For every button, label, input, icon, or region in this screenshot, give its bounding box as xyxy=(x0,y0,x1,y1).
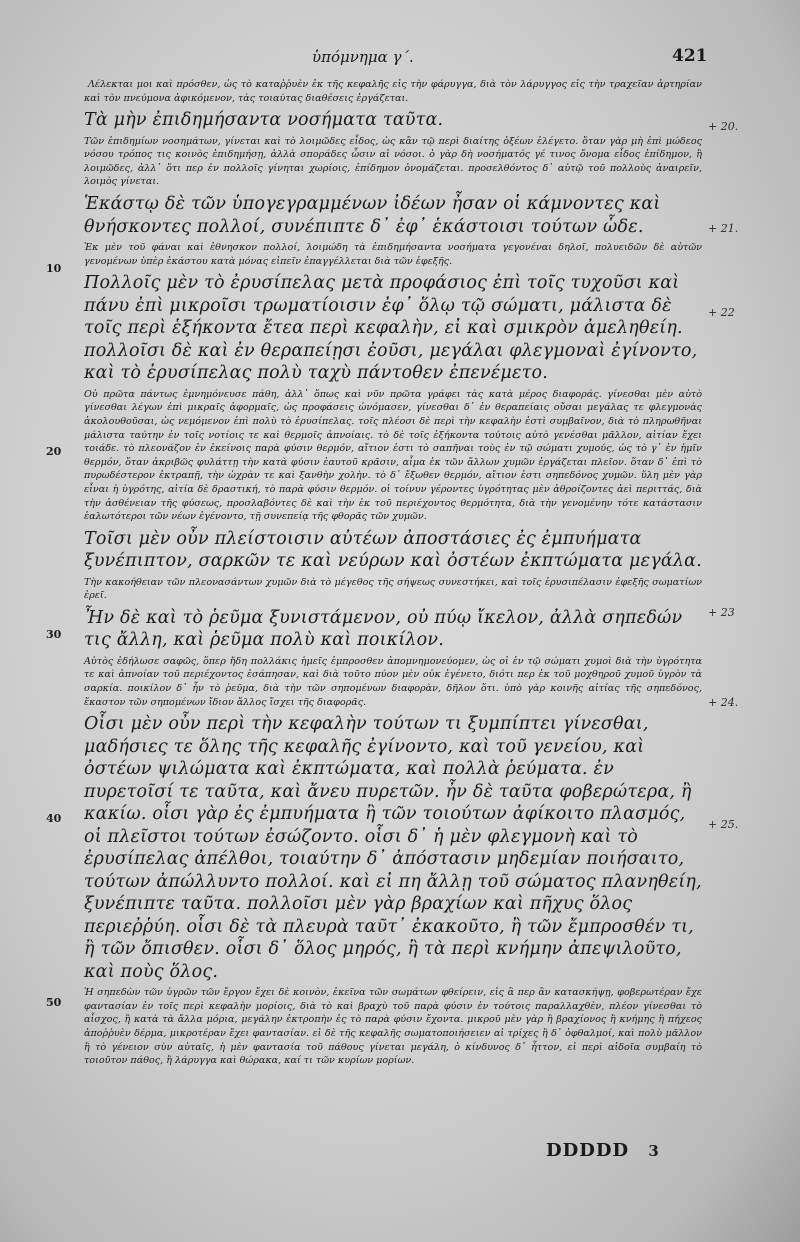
commentary-paragraph: Τὴν κακοήθειαν τῶν πλεονασάντων χυμῶν διὰ τὸ μέγεθος τῆς σήψεως συνεστήκει, καὶ τοῖς ἐρυσιπέλασιν ἐφεξῆς σωματίων ἐρεῖ. xyxy=(84,576,702,602)
margin-note: + 22 xyxy=(708,306,735,319)
line-number-10: 10 xyxy=(46,262,62,275)
line-number-30: 30 xyxy=(46,628,62,641)
commentary-paragraph: Ἐκ μὲν τοῦ φάναι καὶ ἐθνησκον πολλοί, λοιμώδη τὰ ἐπιδημήσαντα νοσήματα γεγονέναι δηλοῖ, πολυειδῶν δὲ αὐτῶν γενομένων ὑπὲρ ἑκάστου κατὰ μόνας εἰπεῖν ἐπαγγέλλεται διὰ τῶν ἐφεξῆς. xyxy=(84,242,702,267)
line-number-40: 40 xyxy=(46,812,62,825)
margin-note: + 24. xyxy=(708,696,739,709)
commentary-paragraph: Τῶν ἐπιδημίων νοσημάτων, γίνεται καὶ τὸ λοιμῶδες εἶδος, ὡς κἂν τῷ περὶ διαίτης ὀξέων ἐλέγετο. ὅταν γὰρ μὴ ἐπὶ μώδεος νόσου τρόπος τις κοινὸς ἐπιδημήσῃ, ἀλλὰ σποράδες ὦσιν αἱ νόσοι. ὁ γὰρ δὴ νοσήματός γέ τινος ὄνομα εἶδος ἐπίδημον, ἢ λοιμῶδες, ἀλλ᾽ ὅτι περ ἐν πολλοῖς γίνηται χωρίοις, ἐπίδημον ὀνομάζεται. προσελθόντος δ᾽ αὐτῷ τοῦ πολλοὺς ἀναιρεῖν, λοιμὸς γίνεται. xyxy=(84,135,702,188)
margin-note: + 23 xyxy=(708,606,735,619)
signature-mark xyxy=(546,1140,660,1161)
running-title: ὑπόμνημα γ΄. xyxy=(312,48,414,66)
margin-note: + 21. xyxy=(708,222,739,235)
lemma-paragraph: Τοῖσι μὲν οὖν πλείστοισιν αὐτέων ἀποστάσιες ἐς ἐμπυήματα ξυνέπιπτον, σαρκῶν τε καὶ νεύρων καὶ ὀστέων ἐκπτώματα μεγάλα. xyxy=(84,528,702,572)
commentary-paragraph: Λέλεκται μοι καὶ πρόσθεν, ὡς τὸ καταῤῥυὲν ἐκ τῆς κεφαλῆς εἰς τὴν φάρυγγα, διὰ τὸν λάρυγγος εἰς τὴν τραχεῖαν ἀρτηρίαν καὶ τὸν πνεύμονα ἀφικόμενον, τὰς τοιαύτας διαθέσεις ἐργάζεται. xyxy=(84,79,702,104)
lemma-paragraph: Τὰ μὴν ἐπιδημήσαντα νοσήματα ταῦτα. xyxy=(84,110,444,131)
lemma-paragraph: Ἑκάστῳ δὲ τῶν ὑπογεγραμμένων ἰδέων ἦσαν οἱ κάμνοντες καὶ θνήσκοντες πολλοί, συνέπιπτε δ᾽ ἐφ᾽ ἑκάστοισι τούτων ὧδε. xyxy=(84,194,661,237)
commentary-paragraph: Αὐτὸς ἐδήλωσε σαφῶς, ὅπερ ἤδη πολλάκις ἡμεῖς ἐμπροσθεν ἀπομνημονεύομεν, ὡς οἱ ἐν τῷ σώματι χυμοὶ διὰ τὴν ὑγρότητα τε καὶ ἀπνοίαν τοῦ περιέχοντος ἐσάπησαν, καὶ διὰ τοῦτο πύον μὲν οὐκ ἐγένετο, διότι περ ἐκ τοῦ μοχθηροῦ χυμοῦ ὑγρὸν τὰ σαρκία. ποικίλον δ᾽ ἦν τὸ ῥεῦμα, διὰ τὴν τῶν σηπομένων διαφορὰν, δῆλον ὅτι. ὑπὸ γὰρ κοινῆς αἰτίας τῆς σηπεδόνος, ἕκαστον τῶν σηπομένων ἴδιον ἄλλος ἴσχει τῆς διαφορᾶς. xyxy=(84,655,702,708)
line-number-50: 50 xyxy=(46,996,62,1009)
lemma-paragraph: Ἦν δὲ καὶ τὸ ῥεῦμα ξυνιστάμενον, οὐ πύῳ ἴκελον, ἀλλὰ σηπεδών τις ἄλλη, καὶ ῥεῦμα πολὺ καὶ ποικίλον. xyxy=(84,607,683,651)
page-number: 421 xyxy=(672,46,708,66)
commentary-paragraph: Οὐ πρῶτα πάντως ἐμνημόνευσε πάθη, ἀλλ᾽ ὅπως καὶ νῦν πρῶτα γράφει τὰς κατὰ μέρος διαφοράς. γίνεσθαι μὲν αὐτὸ γίνεσθαι λέγων ἐπὶ μικραῖς ἀφορμαῖς, ὡς προφάσεις ὠνόμασεν, γίνεσθαι δ᾽ ἐν θεραπείαις οὔσαι μεγάλας τε φλεγμονὰς ἀκολουθοῦσαι, ὡς νεμόμενον ἐπὶ πολὺ τὸ ἐρυσίπελας. τοῖς πλέοσι δὲ περὶ τὴν κεφαλὴν ἐστὶ συμβαῖνον, διὰ τὸ πληρωθῆναι μάλιστα ταύτην ἐν τοῖς νοτίοις τε καὶ θερμοῖς ἀπνοίαις. τὸ δὲ τοῖς ἑξήκοντα τούτοις αὐτὸ γενέσθαι μᾶλλον, αἰτίαν ἔχει τοιάδε. τὸ πλεονάζον ἐν ἐκείνοις παρὰ φύσιν θερμόν, αἴτιον ἐστι τὸ σαπῆναι τοὺς ἐν τῷ σώματι χυμούς, ὡς τὸ γ᾽ ἐν ἡμῖν θερμόν, ὅταν ἀκριβῶς φυλάττῃ τὴν κατὰ φύσιν ἑαυτοῦ κρᾶσιν, αἷμα ἐκ τῶν ἄλλων χυμῶν ἐργάζεται πλεῖον. ὅταν δ᾽ ἐπὶ τὸ πυρωδέστερον ἐκτραπῇ, τὴν ὠχρὰν τε καὶ ξανθὴν χολὴν. τὸ δ᾽ ἔξωθεν θερμόν, αἴτιον ἐστι σηπεδόνος χυμῶν. ὕλη μὲν γὰρ εἶναι ἡ ὑγρότης, αἰτία δὲ δραστική, τὸ παρὰ φύσιν θερμόν. οἱ τοίνυν γέροντες ὑγρότητας μὲν ἀθροίζοντες ἀεὶ περιττάς, διὰ τὴν ἀσθένειαν τῆς φύσεως, προσλαβόντες δὲ καὶ τὴν ἐκ τοῦ περιέχοντος θερμότητα, διὰ τὴν γενομένην τότε κατάστασιν ἑαλωτότεροι τῶν νέων ἐγένοντο, τῇ συνεπείᾳ τῆς φθορᾶς τῶν χυμῶν. xyxy=(84,388,702,523)
running-head xyxy=(0,48,800,72)
lemma-paragraph: Πολλοῖς μὲν τὸ ἐρυσίπελας μετὰ προφάσιος ἐπὶ τοῖς τυχοῦσι καὶ πάνυ ἐπὶ μικροῖσι τρωματίοισιν ἐφ᾽ ὅλῳ τῷ σώματι, μάλιστα δὲ τοῖς περὶ ἑξήκοντα ἔτεα περὶ κεφαλὴν, εἰ καὶ σμικρὸν ἀμεληθείη. πολλοῖσι δὲ καὶ ἐν θεραπείῃσι ἐοῦσι, μεγάλαι φλεγμοναὶ ἐγίνοντο, καὶ τὸ ἐρυσίπελας πολὺ ταχὺ πάντοθεν ἐπενέμετο. xyxy=(84,273,698,384)
signature-number: 3 xyxy=(648,1142,660,1160)
margin-note: + 20. xyxy=(708,120,739,133)
line-number-20: 20 xyxy=(46,445,62,458)
text-block xyxy=(84,78,702,1072)
commentary-paragraph: Ἡ σηπεδὼν τῶν ὑγρῶν τῶν ἔργον ἔχει δὲ κοινὸν, ἐκεῖνα τῶν σωμάτων φθείρειν, εἰς ἃ περ ἂν κατασκήψῃ, φοβερωτέραν ἔχε φαντασίαν ἐν τοῖς περὶ κεφαλὴν μορίοις, διὰ τὸ καὶ βραχὺ τοῦ παρὰ φύσιν ἐν τούτοις παραλλαχθὲν, πλέον γίνεσθαι τὸ αἶσχος, ἢ κατὰ τὰ ἄλλα μόρια, μεγάλην ἐκτροπὴν ἐς τὸ παρὰ φύσιν ἔχοντα. μικροῦ μὲν γὰρ ἢ βραχίονος ἢ κνήμης ἢ πήχεος ἀποῤῥυὲν δέρμα, μικροτέραν ἔχει φαντασίαν. εἰ δὲ τῆς κεφαλῆς σωματοποιήσειεν αἱ τρίχες ἢ δ᾽ ὀφθαλμοί, καὶ πολὺ μᾶλλον ἢ τὸ γένειον σὺν αὐταῖς, ἡ μὲν φαντασία τοῦ πάθους γίνεται μεγάλη, ὁ κίνδυνος δ᾽ ἧττον, εἰ περὶ αἰδοῖα συμβαίη τὸ τοιοῦτον πάθος, ἢ λάρυγγα καὶ θώρακα, καί τι τῶν κυρίων μορίων. xyxy=(84,987,702,1067)
margin-note: + 25. xyxy=(708,818,739,831)
signature-letters: DDDDD xyxy=(546,1140,630,1161)
lemma-paragraph: Οἷσι μὲν οὖν περὶ τὴν κεφαλὴν τούτων τι ξυμπίπτει γίνεσθαι, μαδήσιες τε ὅλης τῆς κεφαλῆς ἐγίνοντο, καὶ τοῦ γενείου, καὶ ὀστέων ψιλώματα καὶ ἐκπτώματα, καὶ πολλὰ ῥεύματα. ἐν πυρετοῖσί τε ταῦτα, καὶ ἄνευ πυρετῶν. ἦν δὲ ταῦτα φοβερώτερα, ἢ κακίω. οἷσι γὰρ ἐς ἐμπυήματα ἢ τῶν τοιούτων ἀφίκοιτο πλασμός, οἱ πλεῖστοι τούτων ἐσώζοντο. οἷσι δ᾽ ἡ μὲν φλεγμονὴ καὶ τὸ ἐρυσίπελας ἀπέλθοι, τοιαύτην δ᾽ ἀπόστασιν μηδεμίαν ποιήσαιτο, τούτων ἀπώλλυντο πολλοί. καὶ εἰ πη ἄλλῃ τοῦ σώματος πλανηθείη, ξυνέπιπτε ταῦτα. πολλοῖσι μὲν γὰρ βραχίων καὶ πῆχυς ὅλος περιεῤῥύη. οἷσι δὲ τὰ πλευρὰ ταῦτ᾽ ἐκακοῦτο, ἢ τῶν ἔμπροσθέν τι, ἢ τῶν ὄπισθεν. οἷσι δ᾽ ὅλος μηρός, ἢ τὰ περὶ κνήμην ἀπεψιλοῦτο, καὶ ποὺς ὅλος. xyxy=(84,714,702,982)
